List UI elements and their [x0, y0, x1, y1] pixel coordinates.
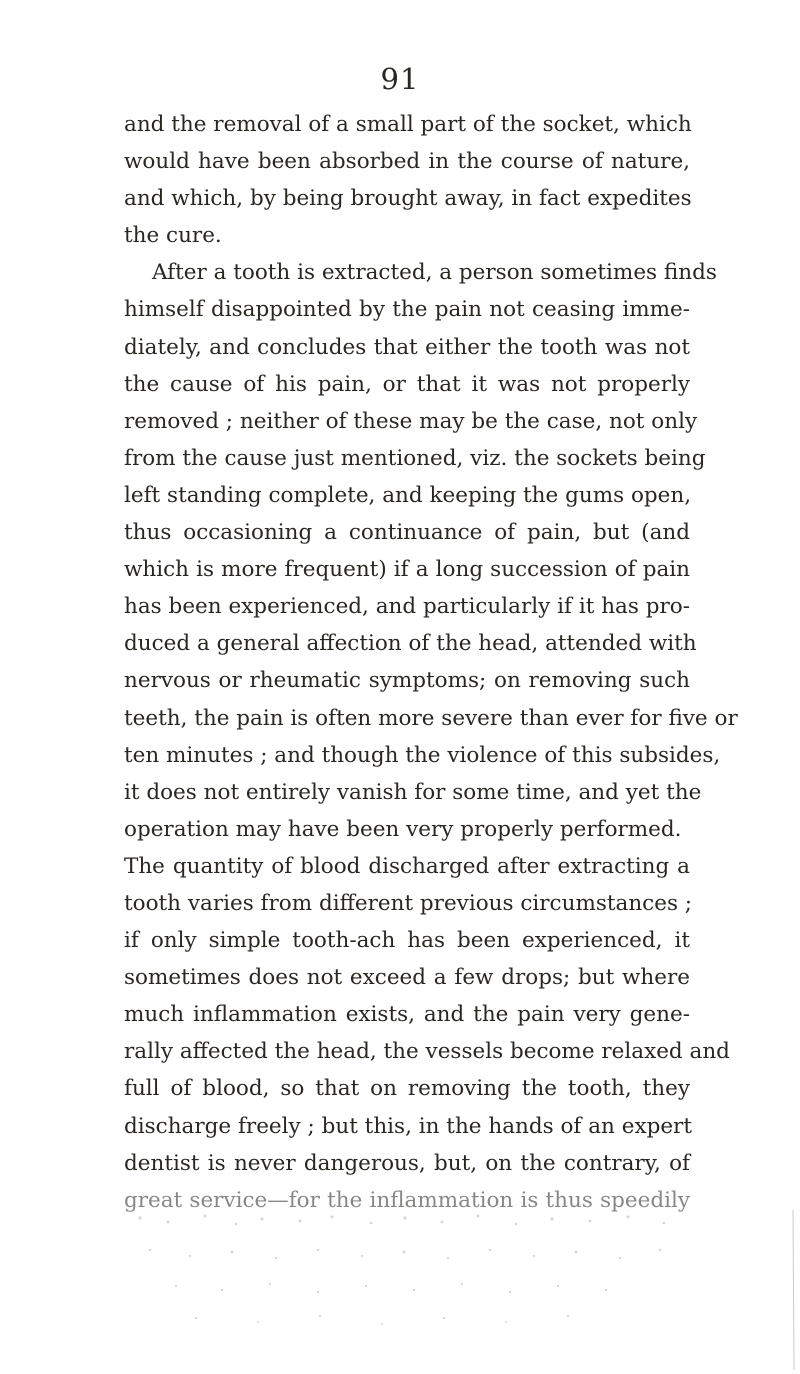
- text-line: After a tooth is extracted, a person sometimes finds: [152, 260, 717, 286]
- text-line: duced a general affection of the head, attended with: [124, 631, 697, 657]
- text-line: the cause of his pain, or that it was not properly: [124, 371, 690, 397]
- text-line: nervous or rheumatic symptoms; on removing such: [124, 668, 690, 694]
- text-line: if only simple tooth-ach has been experienced, it: [124, 928, 690, 954]
- text-line: rally affected the head, the vessels become relaxed and: [124, 1039, 730, 1065]
- text-line: it does not entirely vanish for some time, and yet the: [124, 779, 702, 805]
- text-line: ten minutes ; and though the violence of this subsides,: [124, 742, 721, 768]
- text-line: The quantity of blood discharged after extracting a: [124, 853, 690, 879]
- text-line: full of blood, so that on removing the tooth, they: [124, 1076, 690, 1102]
- text-line: tooth varies from different previous circumstances ;: [124, 890, 693, 916]
- text-line: thus occasioning a continuance of pain, but (and: [124, 520, 690, 546]
- text-line: himself disappointed by the pain not ceasing imme-: [124, 297, 690, 323]
- text-line: left standing complete, and keeping the gums open,: [124, 482, 692, 508]
- text-line: removed ; neither of these may be the case, not only: [124, 408, 698, 434]
- text-line: operation may have been very properly performed.: [124, 816, 682, 842]
- text-line: diately, and concludes that either the tooth was not: [124, 334, 690, 360]
- page-number: 91: [380, 62, 420, 96]
- text-line: great service—for the inflammation is thus speedily: [124, 1187, 690, 1213]
- text-line: and which, by being brought away, in fact expedites: [124, 186, 692, 212]
- text-line: and the removal of a small part of the socket, which: [124, 112, 692, 137]
- text-line: has been experienced, and particularly if it has pro-: [124, 594, 690, 620]
- text-line: teeth, the pain is often more severe than ever for five or: [124, 705, 738, 731]
- text-line: dentist is never dangerous, but, on the contrary, of: [124, 1150, 690, 1176]
- text-line: much inflammation exists, and the pain very gene-: [124, 1002, 690, 1028]
- text-line: from the cause just mentioned, viz. the sockets being: [124, 445, 706, 471]
- text-line: which is more frequent) if a long succession of pain: [124, 557, 690, 583]
- text-line: the cure.: [124, 223, 222, 249]
- text-line: discharge freely ; but this, in the hands of an expert: [124, 1113, 692, 1139]
- text-line: sometimes does not exceed a few drops; but where: [124, 965, 690, 991]
- text-line: would have been absorbed in the course of nature,: [124, 149, 690, 175]
